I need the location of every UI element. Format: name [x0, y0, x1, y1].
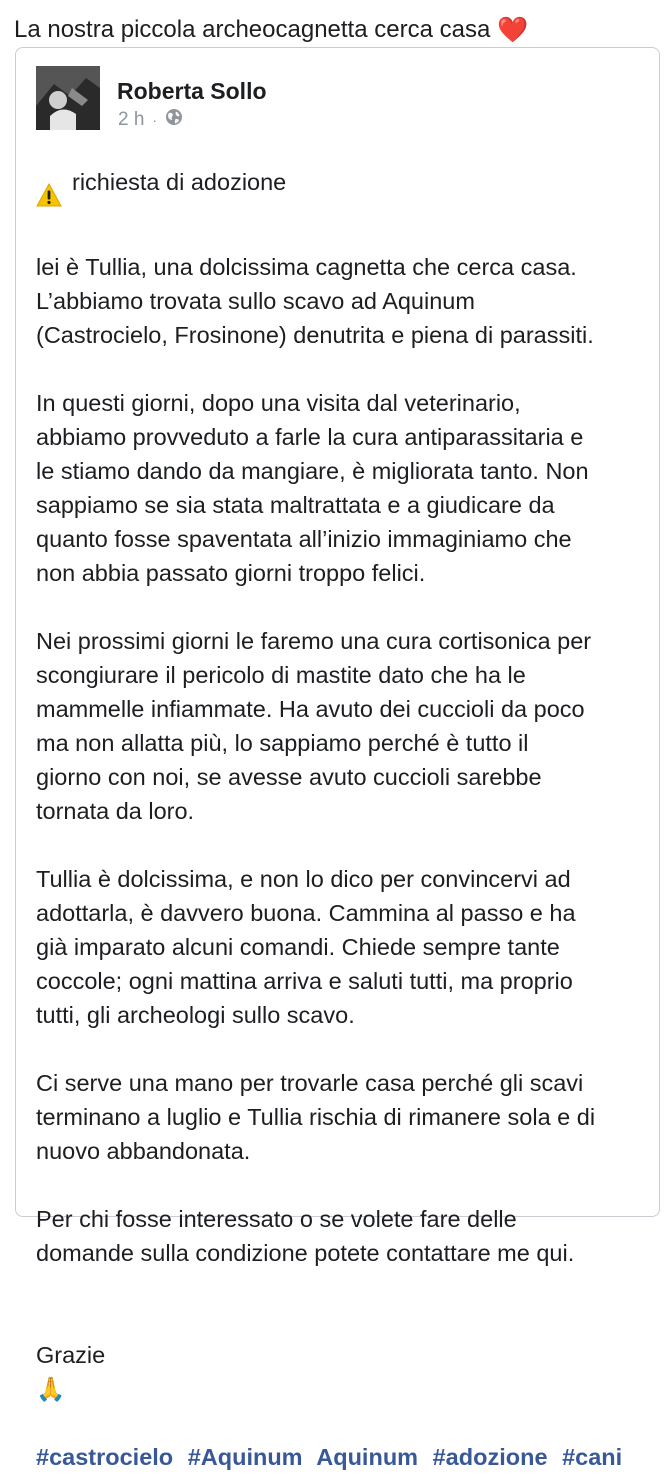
- author-name[interactable]: Roberta Sollo: [117, 78, 267, 104]
- paragraph-2: In questi giorni, dopo una visita dal veterinario, abbiamo provveduto a farle la cura antiparassitaria e le stiamo dando da mangiare, è migliorata tanto. Non sappiamo se sia stata maltrattata e a giudicare da quanto fosse spaventata all’inizio immaginiamo che non abbia passato giorni troppo felici.: [36, 390, 589, 586]
- hashtag-cani[interactable]: #cani: [562, 1444, 623, 1470]
- closing-text: Grazie: [36, 1342, 106, 1368]
- paragraph-1: lei è Tullia, una dolcissima cagnetta che cerca casa. L’abbiamo trovata sullo scavo ad Aquinum (Castrocielo, Frosinone) denutrita e piena di parassiti.: [36, 254, 594, 348]
- globe-icon: [165, 108, 183, 132]
- warning-line: [36, 148, 646, 216]
- hashtag-castrocielo[interactable]: #castrocielo: [36, 1444, 174, 1470]
- hashtag-aquinum[interactable]: #Aquinum: [187, 1444, 303, 1470]
- paragraph-5: Ci serve una mano per trovarle casa perché gli scavi terminano a luglio e Tullia rischia di rimanere sola e di nuovo abbandonata.: [36, 1070, 596, 1164]
- shared-post-card[interactable]: [15, 47, 660, 1470]
- paragraph-3: Nei prossimi giorni le faremo una cura cortisonica per scongiurare il pericolo di mastite dato che ha le mammelle infiammate. Ha avuto dei cuccioli da poco ma non allatta più, lo sappiamo perché è tutto il giorno con noi, se avesse avuto cuccioli sarebbe tornata da loro.: [36, 628, 592, 824]
- red-heart-icon: ❤️: [496, 16, 529, 44]
- share-caption: [14, 14, 528, 46]
- paragraph-6: Per chi fosse interessato o se volete fare delle domande sulla condizione potete contattare me qui.: [36, 1206, 575, 1266]
- post-time[interactable]: 2 h: [118, 109, 145, 130]
- share-caption-text: La nostra piccola archeocagnetta cerca casa: [14, 16, 491, 43]
- hashtag-adozione[interactable]: #adozione: [432, 1444, 548, 1470]
- meta-separator: ·: [152, 112, 158, 128]
- avatar[interactable]: [36, 66, 100, 130]
- warning-icon: [36, 148, 62, 216]
- paragraph-4: Tullia è dolcissima, e non lo dico per convincervi ad adottarla, è davvero buona. Cammina al passo e ha già imparato alcuni comandi. Chiede sempre tante coccole; ogni mattina arriva e saluti tutti, ma proprio tutti, gli archeologi sullo scavo.: [36, 866, 576, 1028]
- hashtag-aquinum-plain[interactable]: Aquinum: [316, 1444, 419, 1470]
- post-meta: [118, 108, 183, 132]
- folded-hands-icon: 🙏: [36, 1376, 66, 1402]
- post-body: [36, 148, 646, 1474]
- hashtags: [36, 1440, 646, 1474]
- closing-line: [36, 1304, 646, 1406]
- warning-text: richiesta di adozione: [72, 169, 287, 195]
